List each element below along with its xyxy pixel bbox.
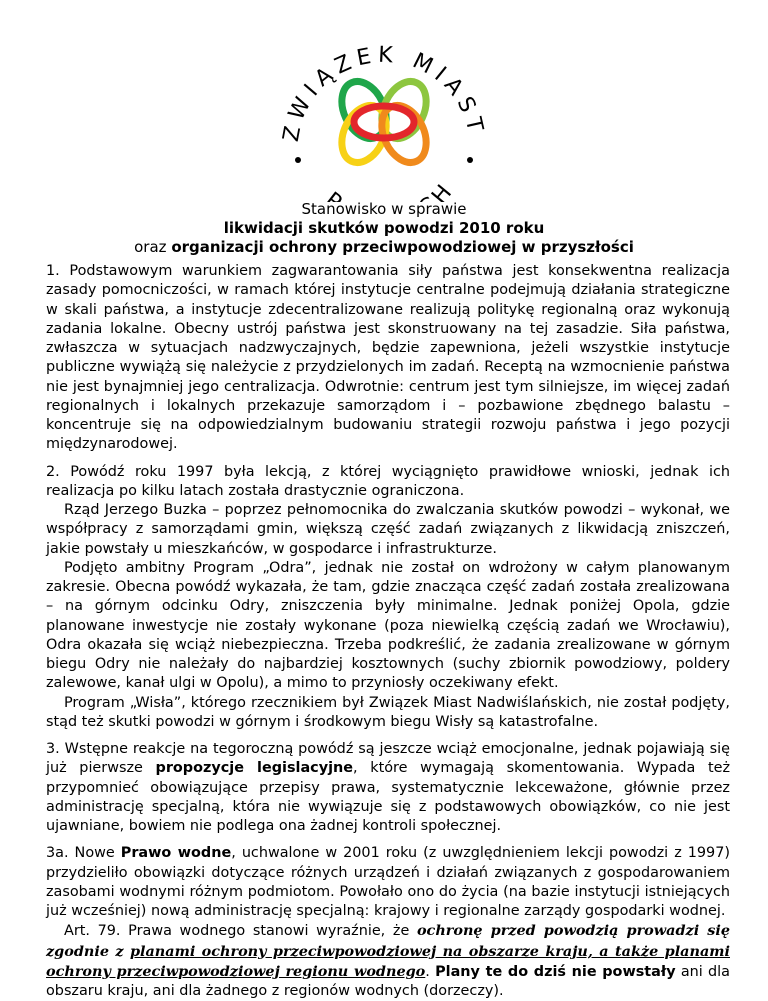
p3b-italic: ochronę przed powodzią prowadzi się zgodnie z (46, 922, 730, 960)
logo-bottom-text: H (427, 176, 461, 202)
p3b-text-a: Art. 79. Prawa wodnego stanowi wyraźnie, że (64, 923, 417, 940)
heading-line-3 (110, 238, 658, 257)
p3a-bold: Prawo wodne (120, 845, 232, 862)
p3b-bold: Plany te do dziś nie powstały (435, 963, 676, 980)
p3-text-a: 3. Wstępne reakcje na tegoroczną powódź są jeszcze wciąż emocjonalne, jednak pojawiają się już pierwsze (46, 741, 730, 777)
heading-line-1: Stanowisko w sprawie (301, 200, 467, 218)
paragraph-3 (46, 740, 730, 836)
logo-top-text: ZWIĄZEK MIAST (278, 42, 489, 144)
heading-subtitle: organizacji ochrony przeciwpowodziowej w przyszłości (171, 238, 634, 256)
paragraph-3a (46, 844, 730, 921)
paragraph-2c: Podjęto ambitny Program „Odra”, jednak nie został on wdrożony w całym planowanym zakresie. Obecna powódź wykazała, że tam, gdzie znacząca część zadań została zrealizowana – na górnym odcinku Odry, zniszczenia były minimalne. Jednak poniżej Opola, gdzie planowane inwestycje nie zostały wykonane (poza niewielką częścią zadań we Wrocławiu), Odra okazała się wciąż niebezpieczna. Trzeba podkreślić, że zadania zrealizowane w górnym biegu Odry nie należały do najbardziej kosztownych (suchy zbiornik powodziowy, poldery zalewowe, kanał ulgi w Opolu), a mimo to przyniosły oczekiwany efekt. (46, 559, 730, 692)
logo-dot-right (467, 157, 473, 163)
p3a-text-a: 3a. Nowe (46, 845, 121, 862)
paragraph-3b (46, 921, 730, 1001)
heading-line-2 (110, 219, 658, 238)
p3b-underlined: planami ochrony przeciwpowodziowej na obszarze kraju, a także planami ochrony przeciwpowodziowej regionu wodnego (46, 942, 730, 980)
paragraph-2b: Rząd Jerzego Buzka – poprzez pełnomocnika do zwalczania skutków powodzi – wykonał, we współpracy z samorządami gmin, większą część zadań związanych z likwidacją zniszczeń, jakie powstały u mieszkańców, w gospodarce i infrastrukturze. (46, 502, 730, 557)
document-body (46, 262, 730, 1001)
logo-graphic (268, 40, 500, 202)
p3b-text-b: ani dla obszaru kraju, ani dla żadnego z regionów wodnych (dorzeczy). (46, 963, 731, 999)
p3-text-b: , które wymagają skomentowania. Wypada też przypomnieć obowiązujące przepisy prawa, systematycznie lekceważone, głównie przez administrację specjalną, która nie wywiązuje się z podstawowych obowiązków, co nie jest ujawniane, bowiem nie podlega ona żadnej kontroli społecznej. (46, 760, 730, 834)
logo-dot-left (295, 157, 301, 163)
p3-bold: propozycje legislacyjne (155, 760, 354, 777)
document-heading (110, 200, 658, 257)
paragraph-2: 2. Powódź roku 1997 była lekcją, z której wyciągnięto prawidłowe wnioski, jednak ich realizacja po kilku latach została drastycznie ograniczona. (46, 463, 730, 499)
logo-rings (333, 74, 435, 169)
heading-title: likwidacji skutków powodzi 2010 roku (223, 219, 545, 237)
p3a-text-b: , uchwalone w 2001 roku (z uwzględnieniem lekcji powodzi z 1997) przydzieliło obowiązki dotyczące różnych urządzeń i działań związanych z gospodarowaniem zasobami wodnymi różnym podmiotom. Powołało ono do życia (na bazie instytucji istniejących już wcześniej) nową administrację specjalną: krajowy i regionalne zarządy gospodarki wodnej. (46, 845, 730, 919)
logo (268, 40, 500, 202)
heading-prefix: oraz (134, 238, 172, 256)
paragraph-1: 1. Podstawowym warunkiem zagwarantowania siły państwa jest konsekwentna realizacja zasady pomocniczości, w ramach której instytucje centralne podejmują działania strategiczne w skali państwa, a instytucje zdecentralizowane realizują politykę regionalną oraz wykonują zadania lokalne. Obecny ustrój państwa jest skonstruowany na tej zasadzie. Siła państwa, zwłaszcza w sytuacjach nadzwyczajnych, będzie zapewniona, jeżeli wszystkie instytucje publiczne wywiążą się należycie z przydzielonych im zadań. Receptą na wzmocnienie państwa nie jest bynajmniej jego centralizacja. Odwrotnie: centrum jest tym silniejsze, im więcej zadań regionalnych i lokalnych przekazuje samorządom i – pozbawione zbędnego balastu – koncentruje się na odpowiedzialnym budowaniu strategii rozwoju państwa i jego pozycji międzynarodowej. (46, 263, 730, 453)
paragraph-2d: Program „Wisła”, którego rzecznikiem był Związek Miast Nadwiślańskich, nie został podjęty, stąd też skutki powodzi w górnym i środkowym biegu Wisły są katastrofalne. (46, 694, 730, 730)
p3b-dot: . (425, 963, 436, 980)
